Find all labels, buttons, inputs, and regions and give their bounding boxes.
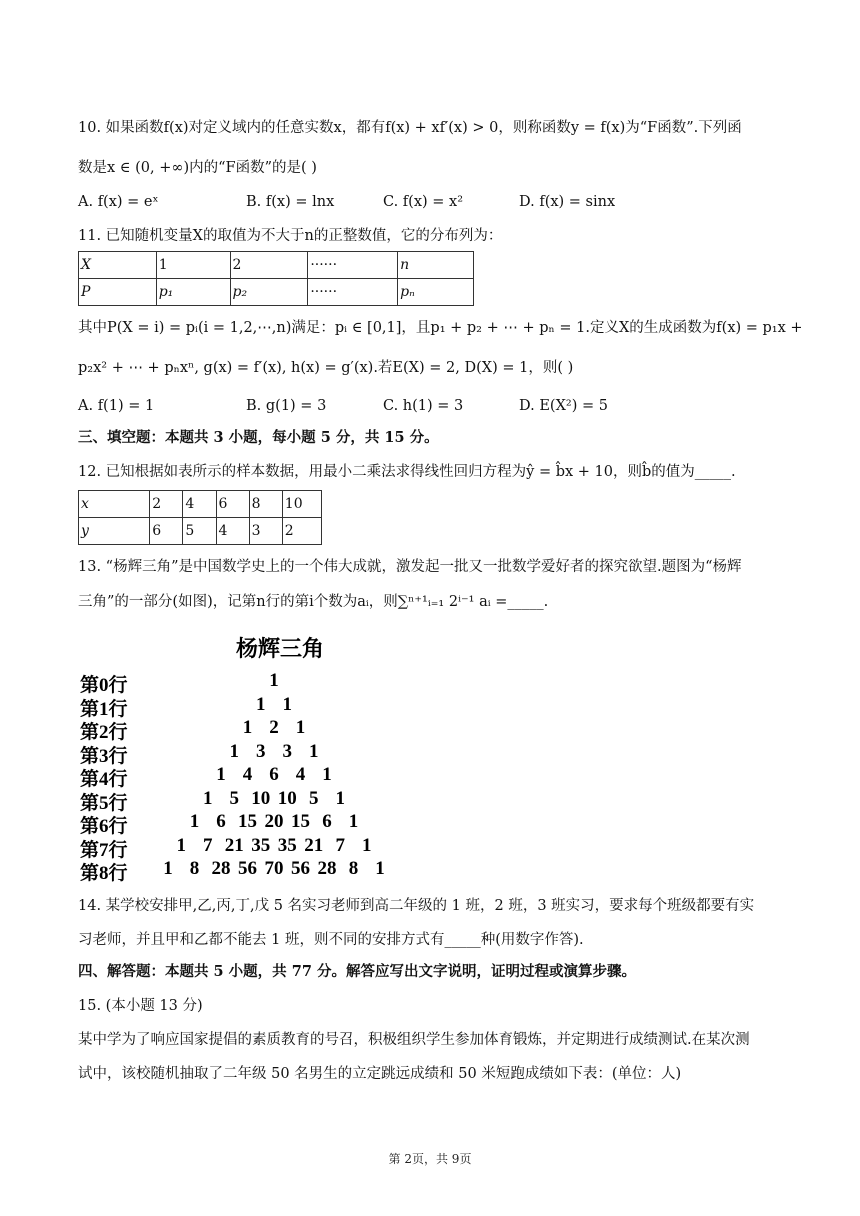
q15-line3: 试中，该校随机抽取了二年级 50 名男生的立定跳远成绩和 50 米短跑成绩如下表：(单位：人) [78, 1066, 682, 1082]
q11-line2: 其中P(X = i) = pᵢ(i = 1,2,⋯,n)满足：pᵢ ∈ [0,1]，且p₁ + p₂ + ⋯ + pₙ = 1.定义X的生成函数为f(x) = p₁x + [78, 320, 803, 336]
q10-option-d: D. f(x) = sinx [519, 194, 616, 210]
table-cell: pₙ [398, 279, 474, 306]
section-heading-answer: 四、解答题：本题共 5 小题，共 77 分。解答应写出文字说明，证明过程或演算步骤。 [78, 963, 636, 980]
table-cell: 10 [282, 491, 321, 518]
table-cell: 6 [216, 491, 249, 518]
triangle-value: 1 [203, 787, 213, 809]
triangle-value: 4 [295, 764, 306, 785]
section-heading-fill-in: 三、填空题：本题共 3 小题，每小题 5 分，共 15 分。 [78, 429, 439, 446]
q11-option-c: C. h(1) = 3 [383, 398, 464, 414]
q11-option-b: B. g(1) = 3 [246, 398, 327, 414]
triangle-value: 1 [362, 834, 372, 856]
triangle-value: 1 [295, 717, 306, 738]
triangle-value: 21 [304, 834, 324, 856]
table-cell: 4 [216, 518, 249, 545]
table-row [79, 518, 322, 545]
triangle-row-label: 第7行 [80, 839, 128, 861]
q13-line2: 三角”的一部分(如图)，记第n行的第i个数为aᵢ，则∑ⁿ⁺¹ᵢ₌₁ 2ⁱ⁻¹ aᵢ =_____. [78, 594, 549, 610]
figure-title: 杨辉三角 [236, 636, 325, 661]
triangle-value: 2 [269, 717, 279, 738]
triangle-value: 3 [282, 740, 292, 762]
q11-option-a: A. f(1) = 1 [78, 398, 155, 414]
table-cell: 8 [249, 491, 282, 518]
q11-option-d: D. E(X²) = 5 [519, 398, 608, 414]
page-footer: 第 2页，共 9页 [388, 1152, 472, 1166]
triangle-value: 1 [309, 740, 319, 762]
triangle-value: 15 [291, 811, 310, 832]
triangle-value: 5 [309, 787, 319, 809]
table-cell: ······ [308, 279, 398, 306]
triangle-value: 10 [251, 787, 271, 809]
triangle-value: 28 [317, 858, 337, 879]
q10-option-b: B. f(x) = lnx [246, 194, 335, 210]
triangle-value: 1 [282, 693, 292, 715]
triangle-value: 6 [269, 764, 279, 785]
triangle-value: 28 [211, 858, 231, 879]
triangle-value: 1 [322, 764, 332, 785]
triangle-value: 56 [238, 858, 257, 879]
table-cell: 1 [156, 252, 230, 279]
triangle-row-label: 第2行 [80, 722, 128, 743]
table-cell: 5 [183, 518, 216, 545]
triangle-value: 1 [176, 834, 186, 856]
triangle-value: 10 [277, 787, 297, 809]
triangle-value: 3 [256, 740, 266, 762]
triangle-value: 1 [348, 811, 359, 832]
q10-option-c: C. f(x) = x² [383, 194, 464, 210]
triangle-value: 1 [163, 858, 173, 879]
triangle-value: 1 [189, 811, 200, 832]
table-cell: 3 [249, 518, 282, 545]
table-cell: X [79, 252, 157, 279]
q10-line1: 10. 如果函数f(x)对定义域内的任意实数x，都有f(x) + xf′(x) > 0，则称函数y = f(x)为“F函数”.下列函 [78, 120, 742, 136]
q14-line2: 习老师，并且甲和乙都不能去 1 班，则不同的安排方式有_____种(用数字作答). [78, 932, 584, 948]
triangle-value: 7 [335, 834, 345, 856]
table-cell: n [398, 252, 474, 279]
triangle-value: 1 [216, 764, 226, 785]
triangle-value: 1 [269, 670, 279, 691]
triangle-value: 21 [224, 834, 244, 856]
triangle-row-label: 第3行 [80, 745, 128, 767]
triangle-value: 7 [203, 834, 213, 856]
triangle-row-label: 第5行 [80, 792, 128, 814]
table-row [79, 279, 474, 306]
triangle-value: 6 [216, 811, 226, 832]
triangle-value: 1 [242, 717, 253, 738]
q15-line1: 15. (本小题 13 分) [78, 998, 203, 1014]
q15-line2: 某中学为了响应国家提倡的素质教育的号召，积极组织学生参加体育锻炼，并定期进行成绩测试.在某次测 [78, 1032, 750, 1048]
table-cell: ······ [308, 252, 398, 279]
yang-hui-triangle-figure [78, 628, 438, 884]
q13-line1: 13. “杨辉三角”是中国数学史上的一个伟大成就，激发起一批又一批数学爱好者的探究欲望.题图为“杨辉 [78, 559, 742, 575]
table-cell: p₂ [230, 279, 308, 306]
triangle-value: 1 [256, 693, 266, 715]
triangle-row-label: 第6行 [80, 816, 128, 837]
q12-sample-table [78, 490, 322, 545]
triangle-value: 6 [322, 811, 332, 832]
table-cell: 2 [230, 252, 308, 279]
triangle-row-label: 第4行 [80, 769, 128, 790]
triangle-value: 20 [264, 811, 284, 832]
triangle-row-label: 第8行 [80, 863, 128, 884]
triangle-value: 8 [348, 858, 359, 879]
triangle-value: 1 [375, 858, 385, 879]
q10-option-a: A. f(x) = eˣ [78, 194, 159, 210]
q14-line1: 14. 某学校安排甲,乙,丙,丁,戊 5 名实习老师到高二年级的 1 班，2 班，3 班实习，要求每个班级都要有实 [78, 898, 755, 914]
q11-distribution-table [78, 251, 474, 306]
q10-line2: 数是x ∈ (0, +∞)内的“F函数”的是( ) [78, 160, 317, 176]
table-cell: P [79, 279, 157, 306]
table-cell: 2 [282, 518, 321, 545]
triangle-row-label: 第1行 [80, 698, 128, 720]
table-cell: x [79, 491, 150, 518]
table-cell: 2 [150, 491, 183, 518]
triangle-value: 70 [264, 858, 284, 879]
triangle-row-label: 第0行 [80, 675, 128, 696]
table-row [79, 491, 322, 518]
table-cell: 6 [150, 518, 183, 545]
triangle-value: 8 [189, 858, 200, 879]
q11-line1: 11. 已知随机变量X的取值为不大于n的正整数值，它的分布列为： [78, 228, 503, 244]
table-cell: p₁ [156, 279, 230, 306]
triangle-value: 15 [238, 811, 257, 832]
triangle-value: 35 [251, 834, 271, 856]
triangle-value: 1 [229, 740, 239, 762]
table-cell: y [79, 518, 150, 545]
triangle-value: 1 [335, 787, 345, 809]
triangle-value: 35 [277, 834, 297, 856]
triangle-value: 4 [242, 764, 253, 785]
triangle-value: 5 [229, 787, 239, 809]
table-row [79, 252, 474, 279]
q12-line1: 12. 已知根据如表所示的样本数据，用最小二乘法求得线性回归方程为ŷ = b̂x + 10，则b̂的值为_____. [78, 464, 736, 480]
q11-line3: p₂x² + ⋯ + pₙxⁿ, g(x) = f′(x), h(x) = g′(x).若E(X) = 2, D(X) = 1，则( ) [78, 360, 574, 376]
table-cell: 4 [183, 491, 216, 518]
triangle-value: 56 [291, 858, 310, 879]
